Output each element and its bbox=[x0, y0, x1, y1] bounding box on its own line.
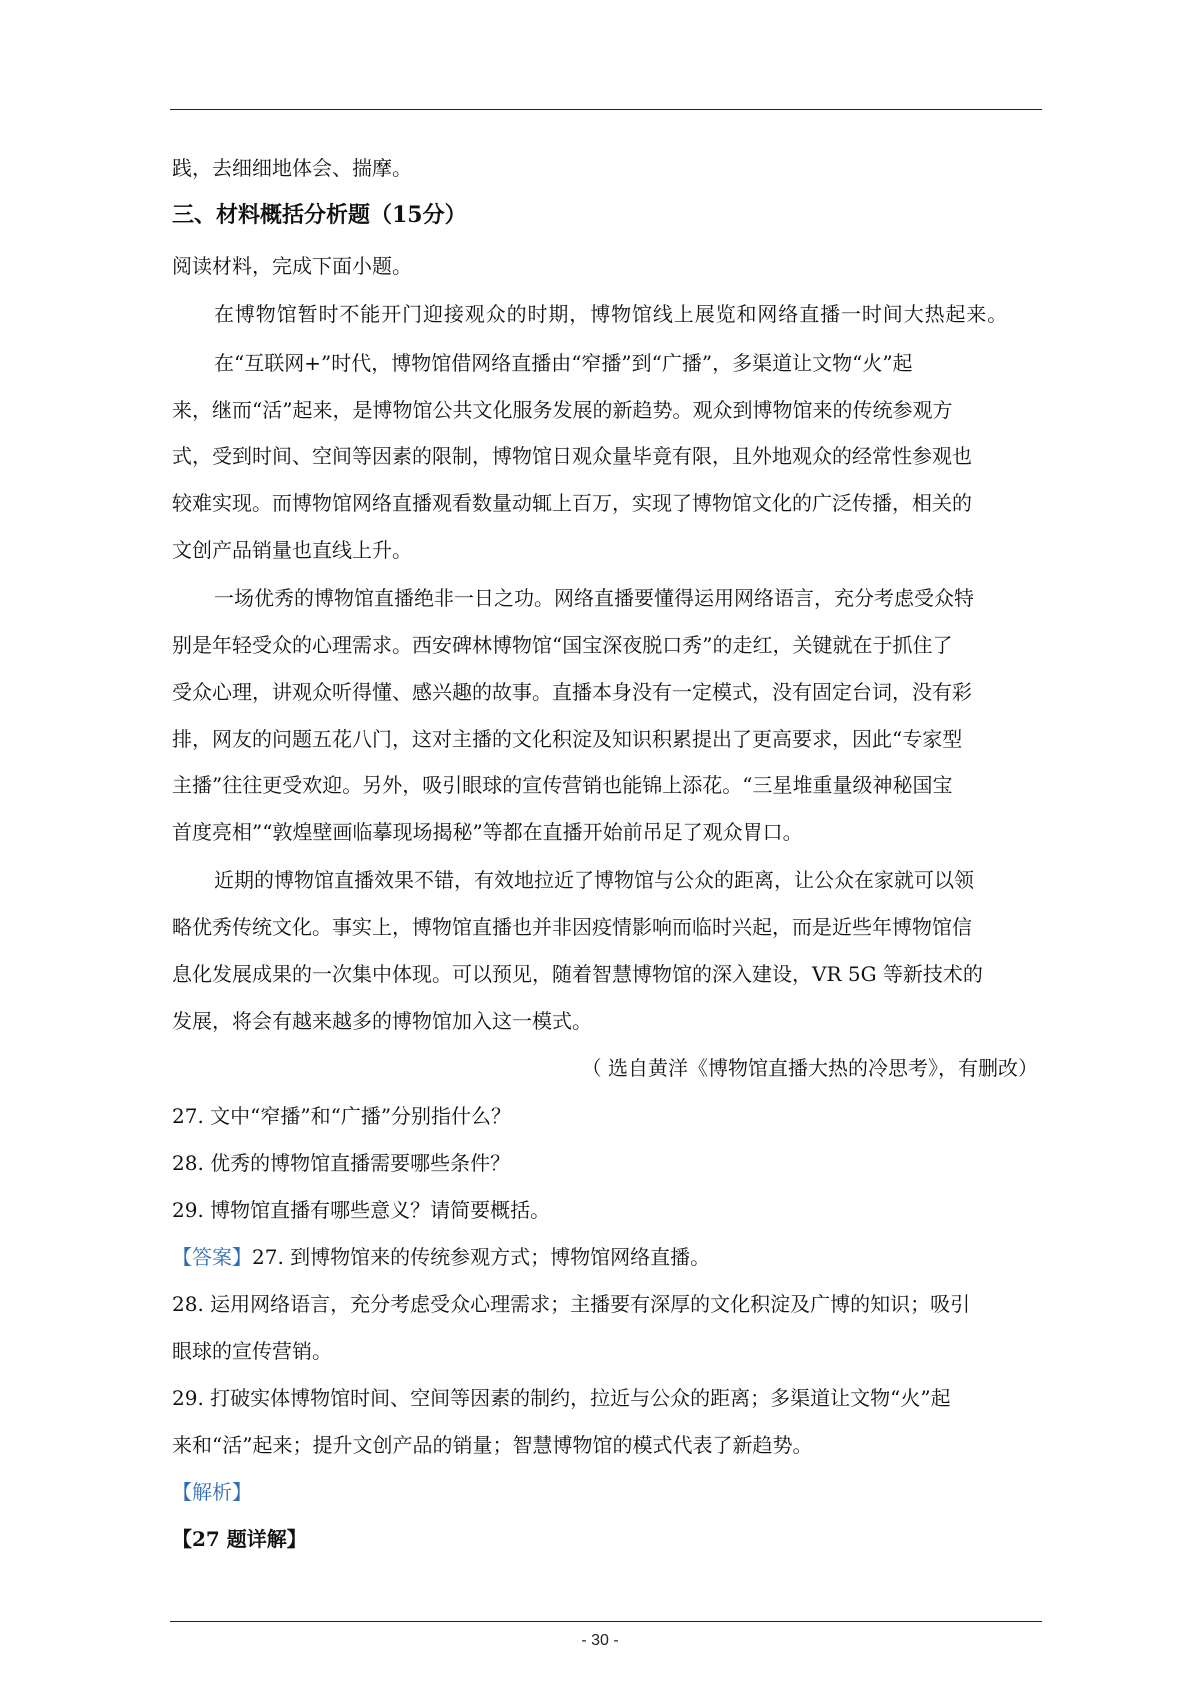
passage-p3-line: 受众心理，讲观众听得懂、感兴趣的故事。直播本身没有一定模式，没有固定台词，没有彩 bbox=[172, 680, 972, 704]
answer-29-line: 29. 打破实体博物馆时间、空间等因素的制约，拉近与公众的距离；多渠道让文物“火”起 bbox=[172, 1386, 951, 1410]
answer-29-line: 来和“活”起来；提升文创产品的销量；智慧博物馆的模式代表了新趋势。 bbox=[172, 1433, 813, 1457]
passage-p4-line: 发展，将会有越来越多的博物馆加入这一模式。 bbox=[172, 1009, 592, 1033]
detail-tag-27: 【27 题详解】 bbox=[172, 1527, 307, 1551]
passage-p4-line: 略优秀传统文化。事实上，博物馆直播也并非因疫情影响而临时兴起，而是近些年博物馆信 bbox=[172, 915, 972, 939]
answer-tag: 【答案】 bbox=[172, 1245, 252, 1269]
passage-p4-line: 近期的博物馆直播效果不错，有效地拉近了博物馆与公众的距离，让公众在家就可以领 bbox=[214, 868, 974, 892]
passage-p3-line: 别是年轻受众的心理需求。西安碑林博物馆“国宝深夜脱口秀”的走红，关键就在于抓住了 bbox=[172, 633, 953, 657]
passage-p3-line: 排，网友的问题五花八门，这对主播的文化积淀及知识积累提出了更高要求，因此“专家型 bbox=[172, 727, 963, 751]
page-number: - 30 - bbox=[581, 1632, 619, 1649]
footer-rule bbox=[170, 1621, 1042, 1622]
answer-27: 27. 到博物馆来的传统参观方式；博物馆网络直播。 bbox=[252, 1245, 711, 1269]
passage-p2-line: 来，继而“活”起来，是博物馆公共文化服务发展的新趋势。观众到博物馆来的传统参观方 bbox=[172, 398, 953, 422]
answer-28-line: 28. 运用网络语言，充分考虑受众心理需求；主播要有深厚的文化积淀及广博的知识；吸引 bbox=[172, 1292, 971, 1316]
question-27: 27. 文中“窄播”和“广播”分别指什么？ bbox=[172, 1104, 512, 1128]
passage-p3-line: 主播”往往更受欢迎。另外，吸引眼球的宣传营销也能锦上添花。“三星堆重量级神秘国宝 bbox=[172, 773, 953, 797]
question-28: 28. 优秀的博物馆直播需要哪些条件？ bbox=[172, 1151, 511, 1175]
passage-p2-line: 式，受到时间、空间等因素的限制，博物馆日观众量毕竟有限，且外地观众的经常性参观也 bbox=[172, 444, 972, 468]
header-rule bbox=[170, 109, 1042, 110]
instruction-text: 阅读材料，完成下面小题。 bbox=[172, 254, 412, 278]
passage-p2-line: 在“互联网+”时代，博物馆借网络直播由“窄播”到“广播”，多渠道让文物“火”起 bbox=[214, 351, 913, 375]
passage-p2-line: 较难实现。而博物馆网络直播观看数量动辄上百万，实现了博物馆文化的广泛传播，相关的 bbox=[172, 491, 972, 515]
passage-p2-line: 文创产品销量也直线上升。 bbox=[172, 538, 412, 562]
continued-text: 践，去细细地体会、揣摩。 bbox=[172, 156, 412, 180]
passage-source: （ 选自黄洋《博物馆直播大热的冷思考》，有删改） bbox=[581, 1056, 1038, 1080]
passage-p3-line: 一场优秀的博物馆直播绝非一日之功。网络直播要懂得运用网络语言，充分考虑受众特 bbox=[214, 586, 974, 610]
section-heading: 三、材料概括分析题（15分） bbox=[172, 202, 467, 228]
question-29: 29. 博物馆直播有哪些意义？请简要概括。 bbox=[172, 1198, 551, 1222]
analysis-tag: 【解析】 bbox=[172, 1480, 252, 1504]
answer-27-line bbox=[172, 1244, 1038, 1270]
passage-paragraph-1: 在博物馆暂时不能开门迎接观众的时期，博物馆线上展览和网络直播一时间大热起来。 bbox=[214, 302, 1009, 326]
passage-p3-line: 首度亮相”“敦煌壁画临摹现场揭秘”等都在直播开始前吊足了观众胃口。 bbox=[172, 820, 803, 844]
passage-p4-line: 息化发展成果的一次集中体现。可以预见，随着智慧博物馆的深入建设，VR 5G 等新技术的 bbox=[172, 962, 983, 986]
answer-28-line: 眼球的宣传营销。 bbox=[172, 1339, 332, 1363]
